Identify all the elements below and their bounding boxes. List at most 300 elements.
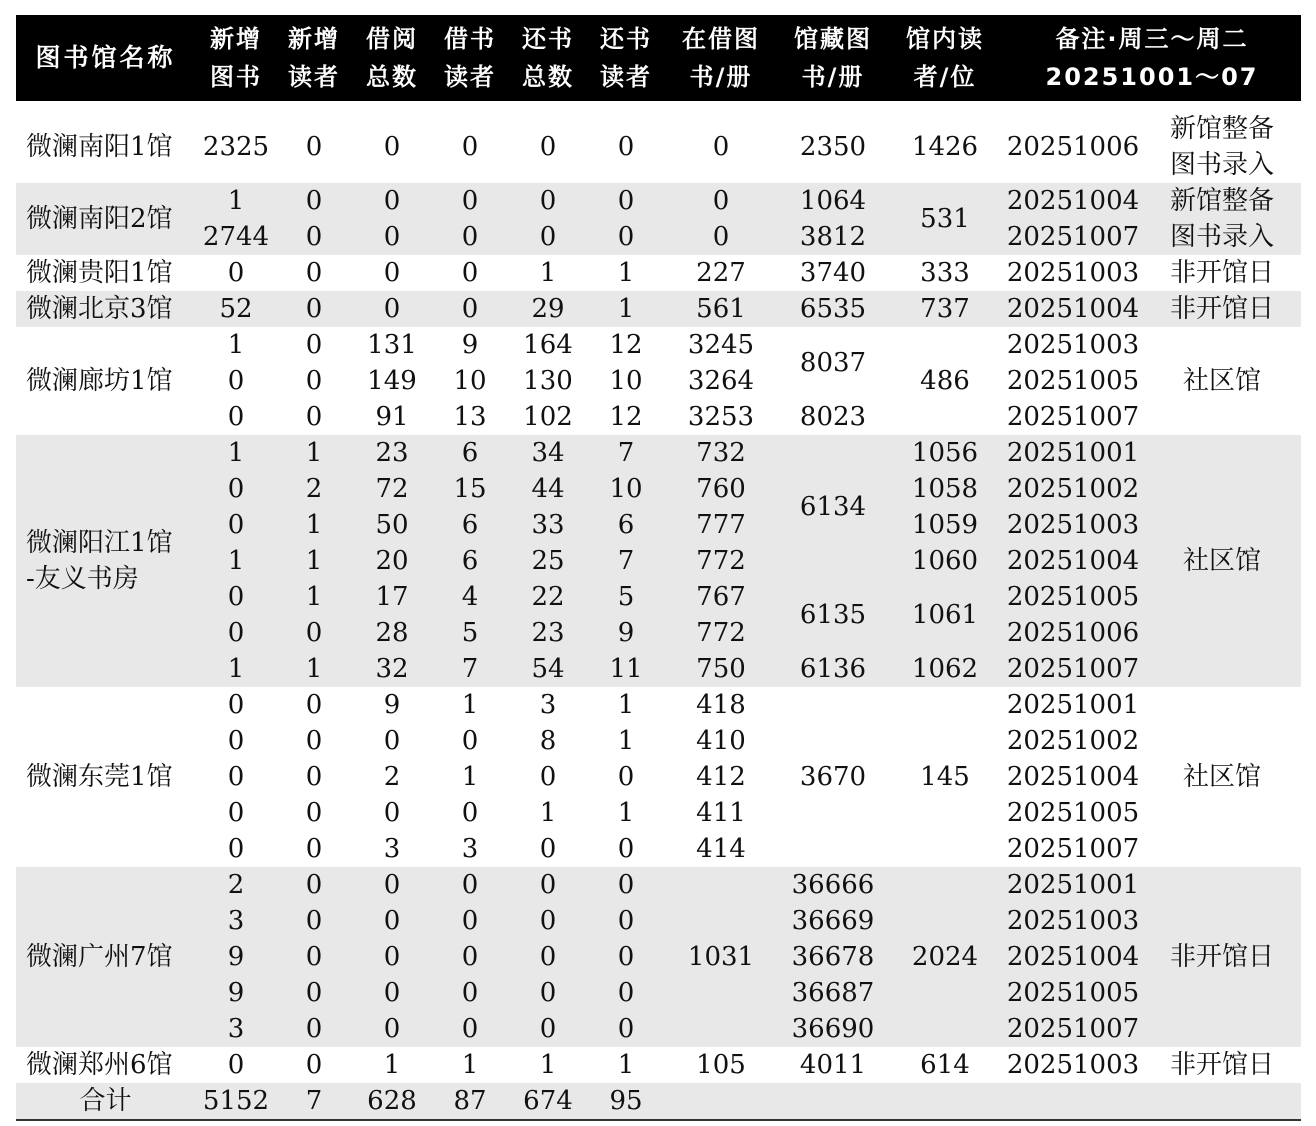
on-loan-cell: 3253 (687, 402, 755, 432)
date-cell: 20251004 (1003, 543, 1143, 579)
total-row (16, 1083, 1301, 1120)
new-readers-cell: 0 (305, 132, 323, 162)
date-cell: 20251003 (1006, 1050, 1140, 1080)
return-readers-cell: 0 (617, 762, 635, 792)
return-total-cell: 0 (507, 903, 589, 939)
new-readers-cell: 0 (277, 615, 351, 651)
total-return-readers-cell: 95 (589, 1083, 663, 1120)
new-readers-cell: 2 (277, 471, 351, 507)
borrow-readers-cell: 0 (461, 798, 479, 828)
date-cell: 20251007 (1006, 402, 1140, 432)
new-readers-cell: 0 (277, 939, 351, 975)
seats-cell: 145 (920, 762, 970, 792)
header-seats: 馆内读 者/位 (887, 15, 1003, 101)
library-name-cell: 微澜广州7馆 (16, 867, 195, 1047)
return-readers-cell: 12 (609, 402, 643, 432)
on-loan-cell: 0 (663, 219, 779, 255)
borrow-readers-cell: 0 (461, 132, 479, 162)
table-row (16, 327, 1301, 363)
collection-cell: 6134 (779, 435, 887, 579)
borrow-readers-cell: 0 (433, 1011, 507, 1047)
return-readers-cell: 0 (589, 183, 663, 219)
new-readers-cell: 0 (277, 867, 351, 903)
remark-cell: 非开馆日 (1169, 1050, 1274, 1080)
table-row (16, 1047, 1301, 1083)
table-row (16, 795, 1301, 831)
borrow-total-cell: 0 (351, 903, 433, 939)
borrow-readers-cell: 10 (453, 366, 487, 396)
table-row (16, 687, 1301, 723)
return-readers-cell: 0 (589, 867, 663, 903)
table-row (16, 903, 1301, 939)
new-books-cell: 9 (195, 975, 277, 1011)
date-cell: 20251001 (1006, 690, 1140, 720)
new-books-cell: 0 (227, 762, 245, 792)
date-cell: 20251004 (1003, 183, 1143, 219)
return-readers-cell: 1 (617, 258, 635, 288)
new-readers-cell: 0 (305, 690, 323, 720)
borrow-readers-cell: 15 (433, 471, 507, 507)
new-readers-cell: 0 (305, 330, 323, 360)
header-borrow-readers: 借书 读者 (433, 15, 507, 101)
new-books-cell: 0 (195, 471, 277, 507)
collection-cell: 6535 (779, 291, 887, 327)
borrow-readers-cell: 6 (433, 507, 507, 543)
new-readers-cell: 0 (305, 1050, 323, 1080)
on-loan-cell: 772 (663, 543, 779, 579)
seats-cell: 1061 (887, 579, 1003, 651)
new-readers-cell: 0 (277, 1011, 351, 1047)
new-books-cell: 3 (195, 1011, 277, 1047)
seats-cell: 1426 (911, 132, 979, 162)
borrow-readers-cell: 1 (461, 690, 479, 720)
return-readers-cell: 9 (589, 615, 663, 651)
header-new-readers: 新增 读者 (277, 15, 351, 101)
library-name-cell: 微澜东莞1馆 (26, 762, 173, 792)
borrow-total-cell: 149 (367, 366, 417, 396)
table-row (16, 471, 1301, 507)
seats-cell: 614 (920, 1050, 970, 1080)
new-readers-cell: 0 (305, 798, 323, 828)
borrow-readers-cell: 6 (433, 435, 507, 471)
return-readers-cell: 10 (589, 471, 663, 507)
library-name-cell: 微澜贵阳1馆 (26, 258, 173, 288)
return-total-cell: 25 (507, 543, 589, 579)
borrow-readers-cell: 9 (461, 330, 479, 360)
borrow-total-cell: 0 (383, 726, 401, 756)
remark-cell: 社区馆 (1143, 435, 1301, 687)
new-books-cell: 0 (195, 507, 277, 543)
remark-cell: 社区馆 (1182, 366, 1261, 396)
return-total-cell: 130 (523, 366, 573, 396)
borrow-total-cell: 131 (367, 330, 417, 360)
return-total-cell: 1 (539, 798, 557, 828)
total-new-books-cell: 5152 (195, 1083, 277, 1120)
borrow-readers-cell: 4 (433, 579, 507, 615)
new-books-cell: 52 (195, 291, 277, 327)
remark-cell: 非开馆日 (1143, 867, 1301, 1047)
return-total-cell: 102 (523, 402, 573, 432)
date-cell: 20251007 (1006, 834, 1140, 864)
return-total-cell: 0 (507, 939, 589, 975)
borrow-total-cell: 0 (351, 975, 433, 1011)
new-readers-cell: 0 (277, 291, 351, 327)
return-readers-cell: 12 (609, 330, 643, 360)
new-books-cell: 1 (195, 435, 277, 471)
borrow-total-cell: 0 (351, 219, 433, 255)
new-books-cell: 0 (227, 834, 245, 864)
table-row (16, 759, 1301, 795)
return-readers-cell: 0 (617, 834, 635, 864)
table-row (16, 723, 1301, 759)
return-readers-cell: 7 (589, 435, 663, 471)
collection-cell: 36690 (779, 1011, 887, 1047)
table-row (16, 291, 1301, 327)
new-readers-cell: 0 (305, 258, 323, 288)
header-return-total: 还书 总数 (507, 15, 589, 101)
return-total-cell: 0 (507, 1011, 589, 1047)
borrow-readers-cell: 0 (433, 219, 507, 255)
new-books-cell: 0 (195, 615, 277, 651)
new-readers-cell: 0 (305, 726, 323, 756)
total-borrow-readers-cell: 87 (433, 1083, 507, 1120)
collection-cell: 36678 (779, 939, 887, 975)
library-name-line: -友义书房 (26, 564, 139, 594)
date-cell: 20251007 (1003, 651, 1143, 687)
seats-cell: 333 (920, 258, 970, 288)
header-collection: 馆藏图 书/册 (779, 15, 887, 101)
return-readers-cell: 10 (609, 366, 643, 396)
borrow-readers-cell: 1 (461, 1050, 479, 1080)
return-readers-cell: 1 (589, 291, 663, 327)
remark-cell: 非开馆日 (1143, 291, 1301, 327)
total-borrow-total-cell: 628 (351, 1083, 433, 1120)
collection-cell: 8023 (799, 402, 867, 432)
borrow-total-cell: 1 (383, 1050, 401, 1080)
remark-line: 图书录入 (1169, 150, 1274, 180)
seats-cell: 1060 (887, 543, 1003, 579)
borrow-total-cell: 32 (351, 651, 433, 687)
collection-cell: 6136 (779, 651, 887, 687)
return-readers-cell: 1 (617, 726, 635, 756)
return-total-cell: 0 (539, 834, 557, 864)
library-name-line: 微澜阳江1馆 (26, 528, 173, 558)
table-row (16, 363, 1301, 399)
seats-cell: 1056 (887, 435, 1003, 471)
on-loan-cell: 1031 (663, 867, 779, 1047)
table-row (16, 831, 1301, 867)
collection-cell: 3740 (799, 258, 867, 288)
borrow-readers-cell: 0 (433, 939, 507, 975)
collection-cell: 4011 (799, 1050, 867, 1080)
date-cell: 20251005 (1006, 366, 1140, 396)
new-books-cell: 0 (195, 579, 277, 615)
remark-cell (1143, 183, 1301, 255)
return-total-cell: 3 (539, 690, 557, 720)
return-readers-cell: 0 (589, 939, 663, 975)
on-loan-cell: 732 (663, 435, 779, 471)
on-loan-cell: 227 (696, 258, 746, 288)
new-books-cell: 1 (227, 330, 245, 360)
new-books-cell: 2744 (195, 219, 277, 255)
date-cell: 20251003 (1003, 507, 1143, 543)
table-row (16, 543, 1301, 579)
seats-cell: 737 (887, 291, 1003, 327)
on-loan-cell: 411 (696, 798, 746, 828)
library-name-cell: 微澜郑州6馆 (26, 1050, 173, 1080)
on-loan-cell: 105 (696, 1050, 746, 1080)
total-label: 合计 (16, 1083, 195, 1120)
new-books-cell: 3 (195, 903, 277, 939)
on-loan-cell: 410 (696, 726, 746, 756)
new-readers-cell: 0 (277, 975, 351, 1011)
seats-cell: 531 (887, 183, 1003, 255)
table-row (16, 1011, 1301, 1047)
table-row (16, 939, 1301, 975)
borrow-readers-cell: 0 (461, 258, 479, 288)
new-books-cell: 0 (227, 690, 245, 720)
borrow-readers-cell: 13 (453, 402, 487, 432)
return-readers-cell: 5 (589, 579, 663, 615)
return-readers-cell: 1 (617, 690, 635, 720)
borrow-total-cell: 20 (351, 543, 433, 579)
on-loan-cell: 414 (696, 834, 746, 864)
collection-cell: 1064 (779, 183, 887, 219)
new-readers-cell: 1 (277, 435, 351, 471)
table-row (16, 219, 1301, 255)
header-on-loan: 在借图 书/册 (663, 15, 779, 101)
date-cell: 20251005 (1003, 579, 1143, 615)
date-cell: 20251007 (1003, 1011, 1143, 1047)
library-name-cell (16, 435, 195, 687)
return-readers-cell: 7 (589, 543, 663, 579)
on-loan-cell: 0 (663, 183, 779, 219)
seats-cell: 1059 (887, 507, 1003, 543)
borrow-total-cell: 2 (383, 762, 401, 792)
table-row (16, 435, 1301, 471)
new-books-cell: 0 (227, 1050, 245, 1080)
library-name-cell: 微澜南阳2馆 (16, 183, 195, 255)
on-loan-cell: 772 (663, 615, 779, 651)
new-readers-cell: 0 (277, 183, 351, 219)
remark-line: 新馆整备 (1169, 114, 1274, 144)
return-readers-cell: 0 (589, 903, 663, 939)
borrow-readers-cell: 3 (461, 834, 479, 864)
on-loan-cell: 3264 (687, 366, 755, 396)
return-total-cell: 34 (507, 435, 589, 471)
new-readers-cell: 0 (277, 219, 351, 255)
table-row (16, 579, 1301, 615)
table-row (16, 255, 1301, 291)
borrow-readers-cell: 7 (433, 651, 507, 687)
borrow-total-cell: 9 (383, 690, 401, 720)
borrow-total-cell: 0 (351, 291, 433, 327)
borrow-total-cell: 91 (375, 402, 409, 432)
return-total-cell: 44 (507, 471, 589, 507)
table-row (16, 399, 1301, 435)
new-books-cell: 0 (227, 258, 245, 288)
return-total-cell: 0 (507, 867, 589, 903)
on-loan-cell: 750 (663, 651, 779, 687)
total-return-total-cell: 674 (507, 1083, 589, 1120)
seats-cell: 1058 (887, 471, 1003, 507)
return-total-cell: 0 (507, 183, 589, 219)
new-readers-cell: 0 (305, 366, 323, 396)
borrow-readers-cell: 6 (433, 543, 507, 579)
borrow-total-cell: 17 (351, 579, 433, 615)
table-row (16, 111, 1301, 183)
new-books-cell: 0 (227, 366, 245, 396)
table-row (16, 507, 1301, 543)
return-readers-cell: 0 (617, 132, 635, 162)
date-cell: 20251003 (1006, 258, 1140, 288)
header-return-readers: 还书 读者 (589, 15, 663, 101)
date-cell: 20251002 (1006, 726, 1140, 756)
return-readers-cell: 0 (589, 219, 663, 255)
on-loan-cell: 767 (663, 579, 779, 615)
date-cell: 20251005 (1003, 975, 1143, 1011)
library-name-cell: 微澜北京3馆 (16, 291, 195, 327)
new-books-cell: 2 (195, 867, 277, 903)
remark-cell: 非开馆日 (1169, 258, 1274, 288)
return-total-cell: 22 (507, 579, 589, 615)
new-books-cell: 9 (195, 939, 277, 975)
date-cell: 20251004 (1006, 762, 1140, 792)
on-loan-cell: 777 (663, 507, 779, 543)
new-readers-cell: 1 (277, 507, 351, 543)
header-remark: 备注·周三～周二 20251001～07 (1003, 15, 1301, 101)
new-books-cell: 2325 (202, 132, 270, 162)
date-cell: 20251006 (1006, 132, 1140, 162)
total-empty-cell (663, 1083, 1301, 1120)
borrow-total-cell: 3 (383, 834, 401, 864)
return-total-cell: 29 (507, 291, 589, 327)
date-cell: 20251005 (1006, 798, 1140, 828)
borrow-total-cell: 0 (351, 183, 433, 219)
date-cell: 20251003 (1006, 330, 1140, 360)
return-total-cell: 164 (523, 330, 573, 360)
seats-cell: 2024 (887, 867, 1003, 1047)
borrow-total-cell: 0 (383, 798, 401, 828)
return-total-cell: 1 (539, 1050, 557, 1080)
new-books-cell: 1 (195, 651, 277, 687)
on-loan-cell: 561 (663, 291, 779, 327)
date-cell: 20251003 (1003, 903, 1143, 939)
header-row (16, 15, 1301, 101)
on-loan-cell: 3245 (687, 330, 755, 360)
new-readers-cell: 0 (305, 834, 323, 864)
table-row (16, 975, 1301, 1011)
collection-cell: 8037 (799, 348, 867, 378)
total-new-readers-cell: 7 (277, 1083, 351, 1120)
return-total-cell: 33 (507, 507, 589, 543)
table-row (16, 867, 1301, 903)
header-new-books: 新增 图书 (195, 15, 277, 101)
library-stats-table (16, 15, 1301, 1121)
header-borrow-total: 借阅 总数 (351, 15, 433, 101)
on-loan-cell: 760 (663, 471, 779, 507)
borrow-readers-cell: 1 (461, 762, 479, 792)
new-books-cell: 1 (195, 543, 277, 579)
return-readers-cell: 11 (589, 651, 663, 687)
borrow-readers-cell: 5 (433, 615, 507, 651)
table-row (16, 183, 1301, 219)
return-total-cell: 8 (539, 726, 557, 756)
collection-cell: 36669 (779, 903, 887, 939)
borrow-total-cell: 50 (351, 507, 433, 543)
return-total-cell: 1 (539, 258, 557, 288)
borrow-total-cell: 0 (383, 132, 401, 162)
seats-cell: 1062 (887, 651, 1003, 687)
return-readers-cell: 0 (589, 975, 663, 1011)
date-cell: 20251004 (1003, 939, 1143, 975)
table-row (16, 651, 1301, 687)
library-name-cell: 微澜廊坊1馆 (26, 366, 173, 396)
remark-line: 图书录入 (1169, 222, 1274, 252)
return-readers-cell: 1 (617, 798, 635, 828)
borrow-readers-cell: 0 (433, 291, 507, 327)
borrow-total-cell: 23 (351, 435, 433, 471)
return-total-cell: 54 (507, 651, 589, 687)
new-readers-cell: 0 (305, 762, 323, 792)
return-total-cell: 0 (507, 975, 589, 1011)
borrow-total-cell: 28 (351, 615, 433, 651)
borrow-readers-cell: 0 (461, 726, 479, 756)
new-readers-cell: 0 (277, 903, 351, 939)
return-total-cell: 0 (507, 219, 589, 255)
remark-cell: 社区馆 (1182, 762, 1261, 792)
return-readers-cell: 0 (589, 1011, 663, 1047)
borrow-total-cell: 0 (351, 1011, 433, 1047)
new-books-cell: 0 (227, 798, 245, 828)
remark-cell (1143, 111, 1301, 183)
header-spacer (16, 101, 1301, 111)
return-total-cell: 0 (539, 132, 557, 162)
borrow-readers-cell: 0 (433, 183, 507, 219)
borrow-readers-cell: 0 (433, 975, 507, 1011)
borrow-total-cell: 0 (351, 939, 433, 975)
date-cell: 20251001 (1003, 867, 1143, 903)
borrow-readers-cell: 0 (433, 903, 507, 939)
date-cell: 20251001 (1003, 435, 1143, 471)
borrow-total-cell: 0 (351, 867, 433, 903)
collection-cell: 2350 (799, 132, 867, 162)
borrow-readers-cell: 0 (433, 867, 507, 903)
return-total-cell: 23 (507, 615, 589, 651)
new-books-cell: 0 (227, 402, 245, 432)
library-name-cell: 微澜南阳1馆 (26, 132, 173, 162)
remark-line: 新馆整备 (1169, 186, 1274, 216)
header-library-name: 图书馆名称 (16, 15, 195, 101)
date-cell: 20251002 (1003, 471, 1143, 507)
on-loan-cell: 412 (696, 762, 746, 792)
new-readers-cell: 1 (277, 579, 351, 615)
date-cell: 20251004 (1003, 291, 1143, 327)
return-total-cell: 0 (539, 762, 557, 792)
collection-cell: 3670 (799, 762, 867, 792)
seats-cell: 486 (920, 366, 970, 396)
return-readers-cell: 6 (589, 507, 663, 543)
date-cell: 20251007 (1003, 219, 1143, 255)
on-loan-cell: 418 (696, 690, 746, 720)
new-readers-cell: 1 (277, 543, 351, 579)
collection-cell: 36666 (779, 867, 887, 903)
collection-cell: 3812 (779, 219, 887, 255)
borrow-total-cell: 0 (383, 258, 401, 288)
return-readers-cell: 1 (617, 1050, 635, 1080)
on-loan-cell: 0 (712, 132, 730, 162)
new-books-cell: 1 (195, 183, 277, 219)
